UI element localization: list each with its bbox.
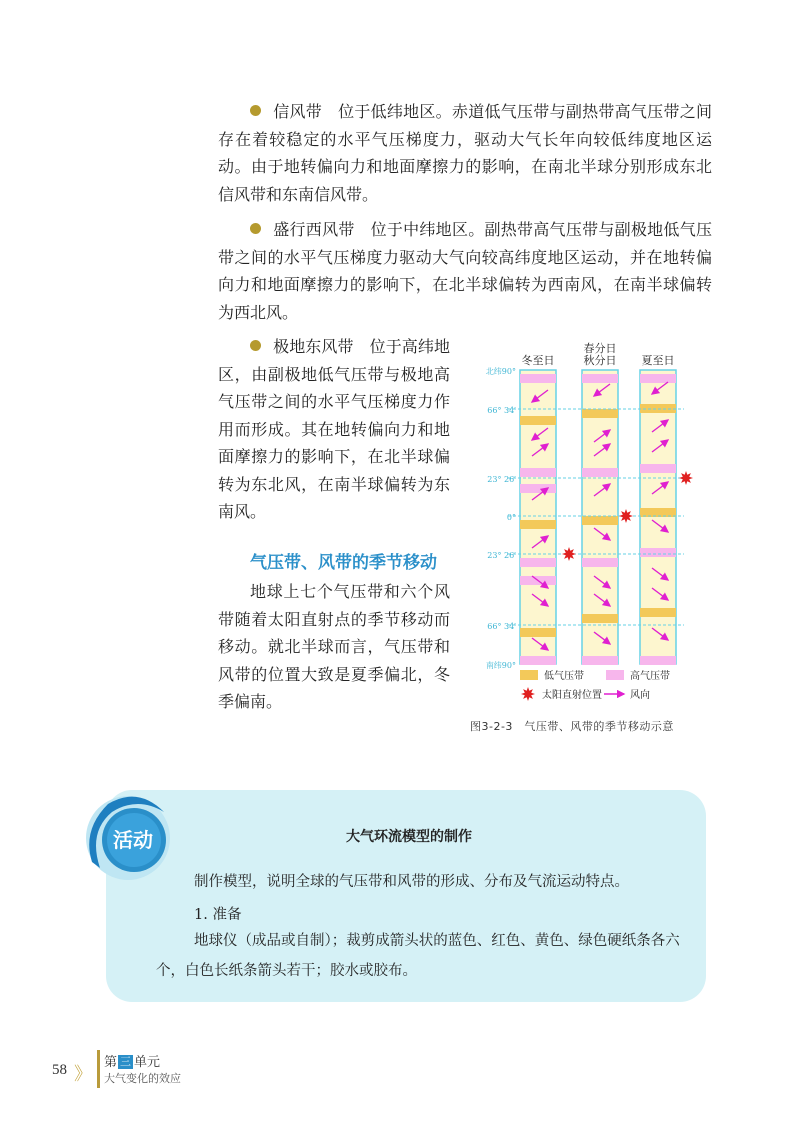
sun-marker-icon <box>679 471 693 485</box>
paragraph-polar-easterlies <box>218 333 450 526</box>
latitude-label: 0° <box>506 513 516 522</box>
unit-label <box>104 1051 160 1070</box>
bullet-dot-icon <box>250 223 261 234</box>
legend-high-label: 高气压带 <box>630 671 670 682</box>
high-pressure-band <box>520 374 556 383</box>
text-trade-wind: 位于低纬地区。赤道低气压带与副热带高气压带之间存在着较稳定的水平气压梯度力，驱动大气长年向较低纬度地区运动。由于地转偏向力和地面摩擦力的影响，在南北半球分别形成东北信风带和东南信风带。 <box>218 102 712 204</box>
high-pressure-band <box>640 464 676 473</box>
section-text: 地球上七个气压带和六个风带随着太阳直射点的季节移动而移动。就北半球而言，气压带和风带的位置大致是夏季偏北，冬季偏南。 <box>218 582 450 711</box>
low-pressure-band <box>582 409 618 418</box>
low-pressure-band <box>582 614 618 623</box>
unit-suffix: 单元 <box>134 1055 161 1070</box>
latitude-label: 66° 34′ <box>487 622 516 631</box>
low-pressure-band <box>582 516 618 525</box>
latitude-label: 66° 34′ <box>487 406 516 415</box>
legend-low-label: 低气压带 <box>544 671 584 682</box>
text-polar-easterlies: 位于高纬地区，由副极地低气压带与极地高气压带之间的水平气压梯度力作用而形成。其在地转偏向力和地面摩擦力的影响下，在北半球偏转为东北风，在南半球偏转为东南风。 <box>218 337 450 521</box>
belt-column <box>520 370 556 664</box>
high-pressure-band <box>520 656 556 665</box>
column-header: 春分日 <box>583 342 617 355</box>
paragraph-trade-wind <box>218 98 712 208</box>
high-pressure-band <box>520 558 556 567</box>
unit-prefix: 第 <box>104 1055 118 1070</box>
term-westerlies: 盛行西风带 <box>273 220 355 239</box>
pressure-wind-belt-figure <box>476 338 716 738</box>
legend-wind-label: 风向 <box>630 690 650 701</box>
column-header: 秋分日 <box>583 354 617 367</box>
high-pressure-band <box>640 656 676 665</box>
column-header: 冬至日 <box>521 354 555 367</box>
latitude-label: 23° 26′ <box>487 551 516 560</box>
high-pressure-band <box>582 656 618 665</box>
bullet-dot-icon <box>250 340 261 351</box>
chevron-right-icon: 》 <box>74 1064 88 1085</box>
low-pressure-band <box>520 416 556 425</box>
unit-number: 三 <box>120 1055 132 1068</box>
high-pressure-band <box>582 374 618 383</box>
sun-marker-icon <box>562 547 576 561</box>
unit-title: 大气变化的效应 <box>104 1072 181 1085</box>
activity-step-1: 1. 准备 <box>194 907 242 923</box>
high-pressure-band <box>582 468 618 477</box>
column-header: 夏至日 <box>641 354 675 367</box>
low-pressure-band <box>520 628 556 637</box>
bullet-dot-icon <box>250 105 261 116</box>
legend-low-swatch <box>520 670 538 680</box>
activity-label: 活动 <box>113 828 153 852</box>
section-title: 气压带、风带的季节移动 <box>250 553 437 573</box>
latitude-label: 南纬90° <box>485 661 516 670</box>
activity-materials: 地球仪（成品或自制）；裁剪成箭头状的蓝色、红色、黄色、绿色硬纸条各六个，白色长纸条箭头若干；胶水或胶布。 <box>156 933 680 979</box>
term-trade-wind: 信风带 <box>273 102 323 121</box>
page-number: 58 <box>52 1062 67 1078</box>
paragraph-westerlies <box>218 216 712 326</box>
legend-high-swatch <box>606 670 624 680</box>
low-pressure-band <box>520 520 556 529</box>
latitude-label: 北纬90° <box>485 367 516 376</box>
high-pressure-band <box>520 468 556 477</box>
high-pressure-band <box>582 558 618 567</box>
activity-title: 大气环流模型的制作 <box>346 829 472 845</box>
sun-marker-icon <box>619 509 633 523</box>
figure-caption: 图3-2-3 气压带、风带的季节移动示意 <box>470 720 674 733</box>
text-westerlies: 位于中纬地区。副热带高气压带与副极地低气压带之间的水平气压梯度力驱动大气向较高纬度地区运动，并在地转偏向力和地面摩擦力的影响下，在北半球偏转为西南风，在南半球偏转为西北风。 <box>218 220 712 322</box>
latitude-label: 23° 26′ <box>487 475 516 484</box>
activity-intro: 制作模型，说明全球的气压带和风带的形成、分布及气流运动特点。 <box>194 874 629 890</box>
high-pressure-band <box>640 548 676 557</box>
sun-marker-icon <box>521 687 535 701</box>
high-pressure-band <box>520 484 556 493</box>
footer-divider <box>97 1050 100 1088</box>
high-pressure-band <box>640 374 676 383</box>
belt-diagram <box>476 338 716 718</box>
low-pressure-band <box>640 608 676 617</box>
legend-sun-label: 太阳直射位置 <box>542 690 602 701</box>
term-polar-easterlies: 极地东风带 <box>273 337 354 356</box>
